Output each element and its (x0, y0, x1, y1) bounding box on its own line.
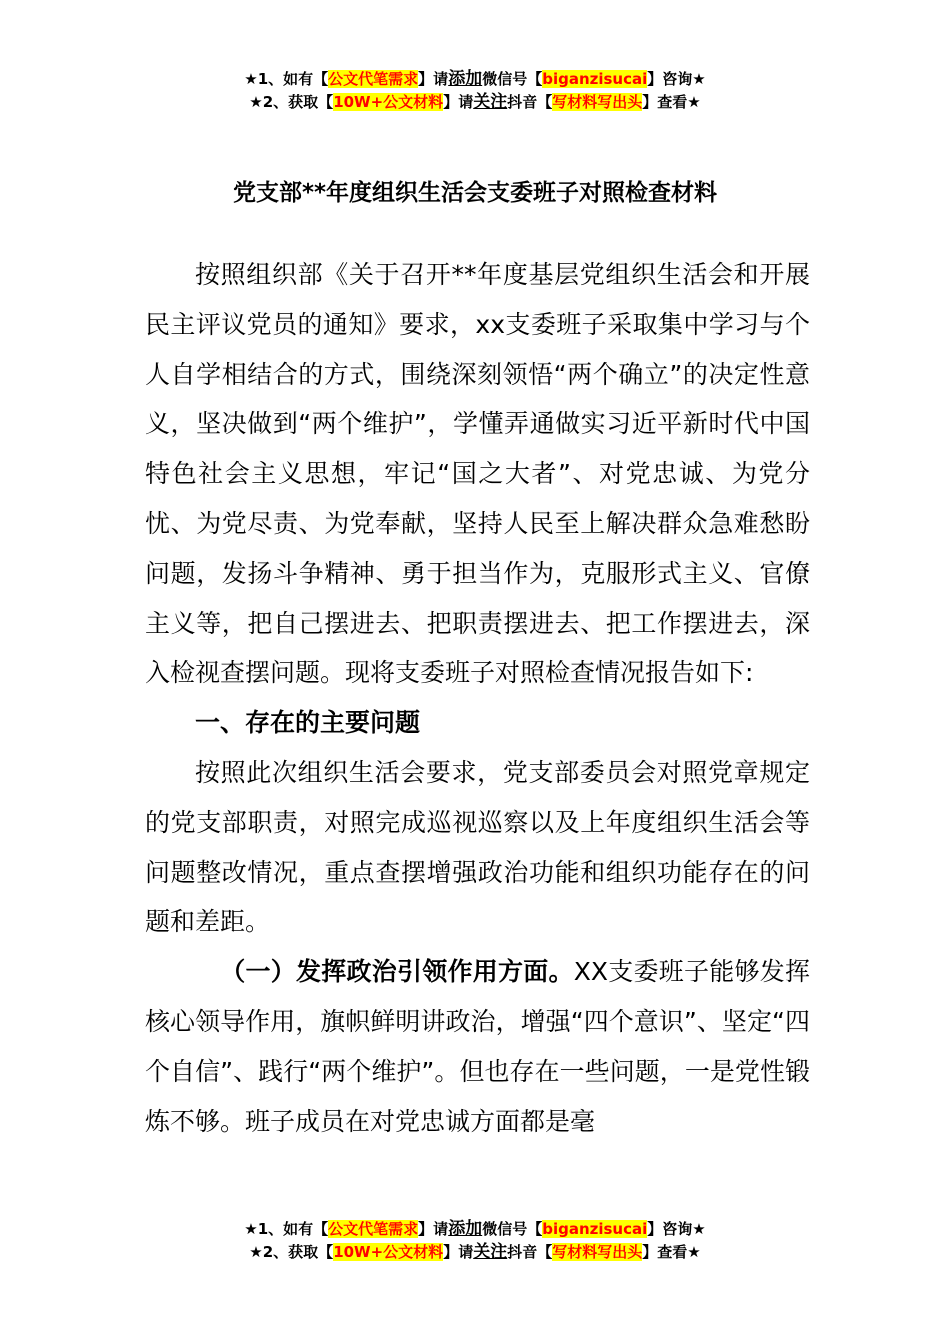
promo-text: 微信号【 (482, 1220, 543, 1238)
promo-text: 抖音【 (507, 93, 553, 111)
promo-text: 】咨询★ (647, 1220, 706, 1238)
header-promo-banner (0, 68, 950, 114)
promo-text: 】请 (443, 93, 474, 111)
promo-text: ★1、如有【 (244, 70, 329, 88)
promo-emphasis: 添加 (448, 69, 483, 89)
promo-highlight: 写材料写出头 (552, 1243, 643, 1261)
promo-highlight: 公文代笔需求 (328, 1220, 419, 1238)
subsection-paragraph (145, 947, 810, 1146)
section-paragraph: 按照此次组织生活会要求，党支部委员会对照党章规定的党支部职责，对照完成巡视巡察以及上年度组织生活会等问题整改情况，重点查摆增强政治功能和组织功能存在的问题和差距。 (145, 757, 810, 937)
footer-promo-banner (0, 1218, 950, 1264)
promo-text: 微信号【 (482, 70, 543, 88)
document-title: 党支部**年度组织生活会支委班子对照检查材料 (232, 180, 718, 206)
promo-text: ★2、获取【 (249, 93, 334, 111)
promo-text: 抖音【 (507, 1243, 553, 1261)
promo-line-1 (0, 68, 950, 91)
subsection-body: XX支委班子能够发挥核心领导作用，旗帜鲜明讲政治，增强“四个意识”、坚定“四个自信”、践行“两个维护”。但也存在一些问题，一是党性锻炼不够。班子成员在对党忠诚方面都是毫 (145, 957, 810, 1136)
promo-text: 】请 (418, 1220, 449, 1238)
promo-highlight: 写材料写出头 (552, 93, 643, 111)
promo-emphasis: 关注 (473, 92, 508, 112)
section-heading: 一、存在的主要问题 (195, 708, 421, 738)
promo-text: 】查看★ (642, 93, 701, 111)
promo-line-2 (0, 1241, 950, 1264)
promo-highlight: 10W+公文材料 (333, 93, 444, 111)
promo-emphasis: 关注 (473, 1242, 508, 1262)
promo-text: 】请 (443, 1243, 474, 1261)
promo-text: 】查看★ (642, 1243, 701, 1261)
promo-line-2 (0, 91, 950, 114)
subsection-heading: （一）发挥政治引领作用方面。 (220, 957, 574, 987)
intro-paragraph: 按照组织部《关于召开**年度基层党组织生活会和开展民主评议党员的通知》要求，xx支委班子采取集中学习与个人自学相结合的方式，围绕深刻领悟“两个确立”的决定性意义，坚决做到“两个维护”，学懂弄通做实习近平新时代中国特色社会主义思想，牢记“国之大者”、对党忠诚、为党分忧、为党尽责、为党奉献，坚持人民至上解决群众急难愁盼问题，发扬斗争精神、勇于担当作为，克服形式主义、官僚主义等，把自己摆进去、把职责摆进去、把工作摆进去，深入检视查摆问题。现将支委班子对照检查情况报告如下: (145, 260, 810, 688)
promo-text: ★2、获取【 (249, 1243, 334, 1261)
promo-highlight: 10W+公文材料 (333, 1243, 444, 1261)
promo-text: 】请 (418, 70, 449, 88)
promo-highlight: biganzisucai (542, 70, 648, 88)
promo-highlight: 公文代笔需求 (328, 70, 419, 88)
promo-text: ★1、如有【 (244, 1220, 329, 1238)
document-body (145, 250, 810, 1146)
promo-line-1 (0, 1218, 950, 1241)
promo-highlight: biganzisucai (542, 1220, 648, 1238)
promo-text: 】咨询★ (647, 70, 706, 88)
promo-emphasis: 添加 (448, 1219, 483, 1239)
